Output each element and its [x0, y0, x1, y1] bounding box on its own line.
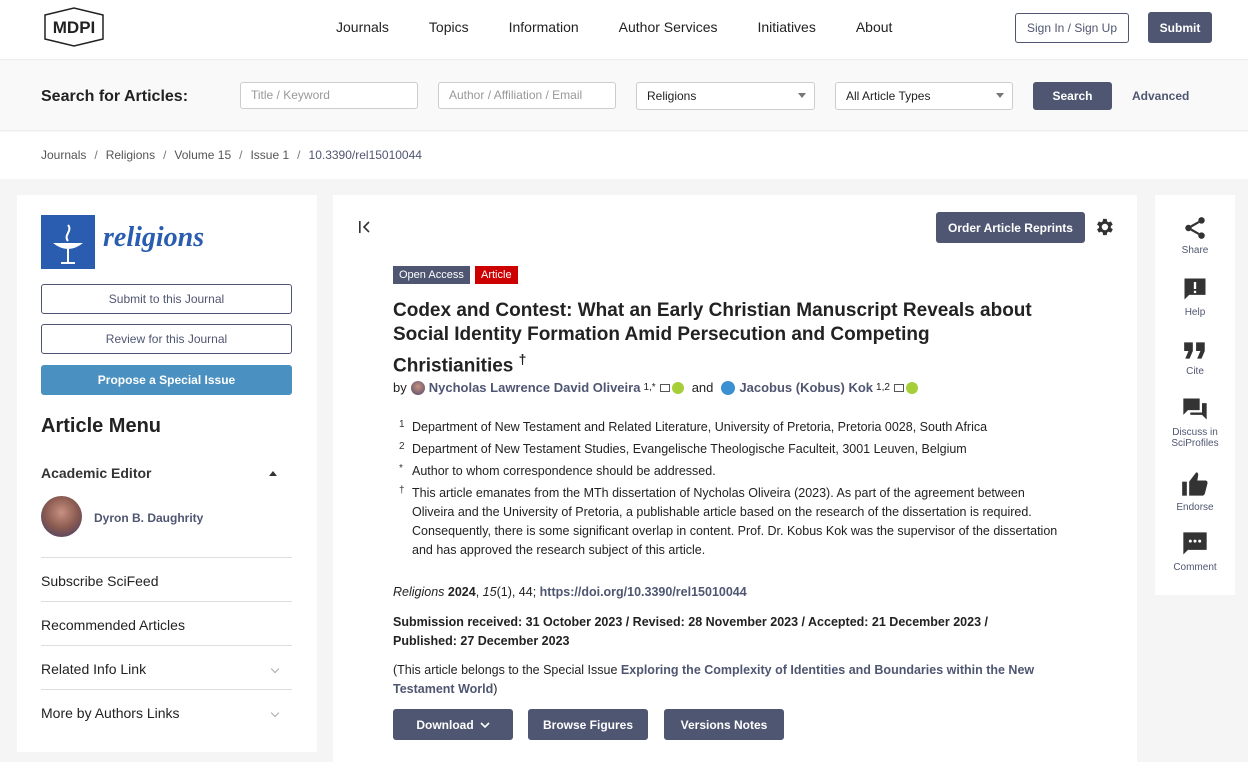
affiliation-mark: †	[399, 485, 405, 496]
menu-item-subscribe-scifeed[interactable]	[41, 557, 292, 601]
gear-icon[interactable]	[1093, 216, 1115, 238]
breadcrumb-bar	[0, 132, 1248, 179]
author-1-link[interactable]: Nycholas Lawrence David Oliveira	[428, 380, 641, 395]
article-panel	[333, 195, 1137, 762]
editor-name-link[interactable]: Dyron B. Daughrity	[94, 511, 204, 525]
orcid-icon[interactable]	[906, 382, 918, 394]
nav-information[interactable]: Information	[508, 19, 579, 35]
cite-journal: Religions	[393, 585, 445, 599]
share-icon	[1182, 215, 1208, 241]
cite-action[interactable]	[1155, 340, 1235, 377]
nav-about[interactable]: About	[855, 19, 893, 35]
crumb-issue[interactable]: Issue 1	[250, 148, 290, 162]
nav-topics[interactable]: Topics	[428, 19, 469, 35]
discuss-action[interactable]	[1155, 395, 1235, 449]
submit-button[interactable]: Submit	[1148, 12, 1212, 43]
menu-item-label: Related Info Link	[41, 661, 147, 677]
special-issue-link[interactable]: Exploring the Complexity of Identities and Boundaries within the New Testament World	[393, 663, 1035, 696]
download-label: Download	[416, 717, 474, 732]
journal-name[interactable]: religions	[103, 222, 205, 253]
logo-text: MDPI	[52, 18, 96, 37]
religions-journal-icon[interactable]	[41, 215, 95, 269]
comment-action[interactable]	[1155, 530, 1235, 573]
advanced-search-link[interactable]: Advanced	[1132, 89, 1190, 103]
author-avatar	[411, 381, 425, 395]
crumb-journals[interactable]: Journals	[41, 148, 87, 162]
special-issue-note	[393, 661, 1073, 699]
menu-item-label: Recommended Articles	[41, 617, 185, 633]
browse-figures-button[interactable]: Browse Figures	[528, 709, 648, 740]
quote-icon	[1182, 340, 1208, 362]
cite-label: Cite	[1186, 366, 1204, 377]
affiliation-mark: 2	[399, 441, 405, 452]
versions-notes-button[interactable]: Versions Notes	[664, 709, 784, 740]
cite-rest: (1), 44;	[496, 585, 537, 599]
review-for-journal-button[interactable]: Review for this Journal	[41, 324, 292, 354]
crumb-volume[interactable]: Volume 15	[174, 148, 232, 162]
menu-item-more-by-authors[interactable]	[41, 689, 292, 733]
affiliations-list	[393, 418, 1063, 563]
chevron-down-icon	[271, 709, 279, 717]
search-button[interactable]: Search	[1033, 82, 1112, 110]
chevron-down-icon	[996, 93, 1004, 98]
nav-journals[interactable]: Journals	[336, 19, 389, 35]
nav-author-services[interactable]: Author Services	[618, 19, 718, 35]
submit-to-journal-button[interactable]: Submit to this Journal	[41, 284, 292, 314]
mdpi-logo[interactable]	[41, 7, 107, 47]
author-2-link[interactable]: Jacobus (Kobus) Kok	[739, 380, 874, 395]
affiliation-item	[393, 484, 1063, 560]
left-sidebar	[17, 195, 317, 752]
collapse-sidebar-icon[interactable]	[357, 219, 373, 240]
search-label: Search for Articles:	[41, 88, 189, 105]
special-issue-suffix: )	[493, 682, 498, 696]
and-label: and	[691, 380, 714, 395]
share-action[interactable]	[1155, 215, 1235, 256]
author-1-affiliation: 1,*	[643, 382, 656, 393]
download-button[interactable]	[393, 709, 513, 740]
open-access-badge: Open Access	[393, 266, 470, 284]
comment-label: Comment	[1173, 562, 1217, 573]
orcid-icon[interactable]	[672, 382, 684, 394]
journal-select[interactable]	[636, 82, 815, 110]
special-issue-prefix: (This article belongs to the Special Issue	[393, 663, 618, 677]
cite-year: 2024	[447, 585, 476, 599]
propose-special-issue-button[interactable]: Propose a Special Issue	[41, 365, 292, 395]
share-label: Share	[1181, 245, 1209, 256]
author-2-affiliation: 1,2	[876, 382, 890, 393]
thumbs-up-icon	[1181, 470, 1209, 498]
affiliation-item	[393, 418, 1063, 437]
affiliation-item	[393, 462, 1063, 481]
email-icon[interactable]	[660, 384, 670, 392]
sign-in-button[interactable]: Sign In / Sign Up	[1015, 13, 1129, 43]
chevron-down-icon	[480, 720, 490, 730]
comment-icon	[1181, 530, 1209, 558]
chevron-up-icon[interactable]	[269, 471, 277, 476]
article-title-text: Codex and Contest: What an Early Christian Manuscript Reveals about Social Identity Formation Amid Persecution and Competing Christianities	[393, 300, 1032, 377]
article-title	[393, 299, 1043, 378]
chevron-down-icon	[271, 665, 279, 673]
doi-link[interactable]: https://doi.org/10.3390/rel15010044	[539, 585, 747, 599]
affiliation-text: This article emanates from the MTh dissertation of Nycholas Oliveira (2023). As part of the agreement between Oliveira and the University of Pretoria, a publishable article based on the research of the dissertation is required. Consequently, there is some significant overlap in content. Prof. Dr. Kobus Kok was the supervisor of the dissertation and has approved the research subject of this article.	[412, 486, 1058, 557]
nav-initiatives[interactable]: Initiatives	[757, 19, 816, 35]
publication-dates: Submission received: 31 October 2023 / Revised: 28 November 2023 / Accepted: 21 December 2023 / Published: 27 December 2023	[393, 615, 988, 648]
menu-item-related-info[interactable]	[41, 645, 292, 689]
help-action[interactable]	[1155, 275, 1235, 318]
menu-item-label: More by Authors Links	[41, 705, 180, 721]
right-action-rail	[1155, 195, 1235, 595]
endorse-label: Endorse	[1176, 502, 1214, 513]
menu-item-recommended-articles[interactable]	[41, 601, 292, 645]
article-type-value: All Article Types	[846, 89, 931, 103]
affiliation-text: Author to whom correspondence should be addressed.	[412, 464, 716, 478]
journal-select-value: Religions	[647, 89, 697, 103]
menu-item-label: Subscribe SciFeed	[41, 573, 159, 589]
by-label: by	[393, 380, 407, 395]
email-icon[interactable]	[894, 384, 904, 392]
discuss-label: Discuss in SciProfiles	[1171, 427, 1219, 449]
affiliation-mark: 1	[399, 419, 405, 430]
author-input[interactable]: Author / Affiliation / Email	[438, 82, 616, 109]
search-bar	[0, 61, 1248, 131]
crumb-religions[interactable]: Religions	[105, 148, 156, 162]
affiliation-text: Department of New Testament and Related Literature, University of Pretoria, Pretoria 0028, South Africa	[412, 420, 988, 434]
cite-volume: 15	[482, 585, 497, 599]
editor-avatar	[41, 496, 82, 537]
endorse-action[interactable]	[1155, 470, 1235, 513]
article-type-select[interactable]	[835, 82, 1013, 110]
title-keyword-input[interactable]: Title / Keyword	[240, 82, 418, 109]
affiliation-item	[393, 440, 1063, 459]
article-type-badge: Article	[475, 266, 518, 284]
breadcrumb: Journals / Religions / Volume 15 / Issue 1 / 10.3390/rel15010044	[41, 148, 422, 162]
discuss-icon	[1181, 395, 1209, 423]
title-footnote-mark[interactable]: †	[518, 351, 527, 367]
main-nav	[336, 19, 932, 35]
affiliation-text: Department of New Testament Studies, Evangelische Theologische Faculteit, 3001 Leuven, Belgium	[412, 442, 967, 456]
order-reprints-button[interactable]: Order Article Reprints	[936, 212, 1085, 243]
citation-line: Religions 2024, 15(1), 44; https://doi.org/10.3390/rel15010044	[393, 585, 747, 599]
author-line	[393, 380, 918, 395]
chevron-down-icon	[798, 93, 806, 98]
top-header	[0, 0, 1248, 60]
help-icon	[1181, 275, 1209, 303]
academic-editor-heading[interactable]: Academic Editor	[41, 465, 152, 481]
crumb-doi[interactable]: 10.3390/rel15010044	[308, 148, 422, 162]
article-menu-title: Article Menu	[41, 415, 162, 437]
help-label: Help	[1184, 307, 1206, 318]
user-icon	[721, 381, 735, 395]
affiliation-mark: *	[399, 463, 403, 474]
